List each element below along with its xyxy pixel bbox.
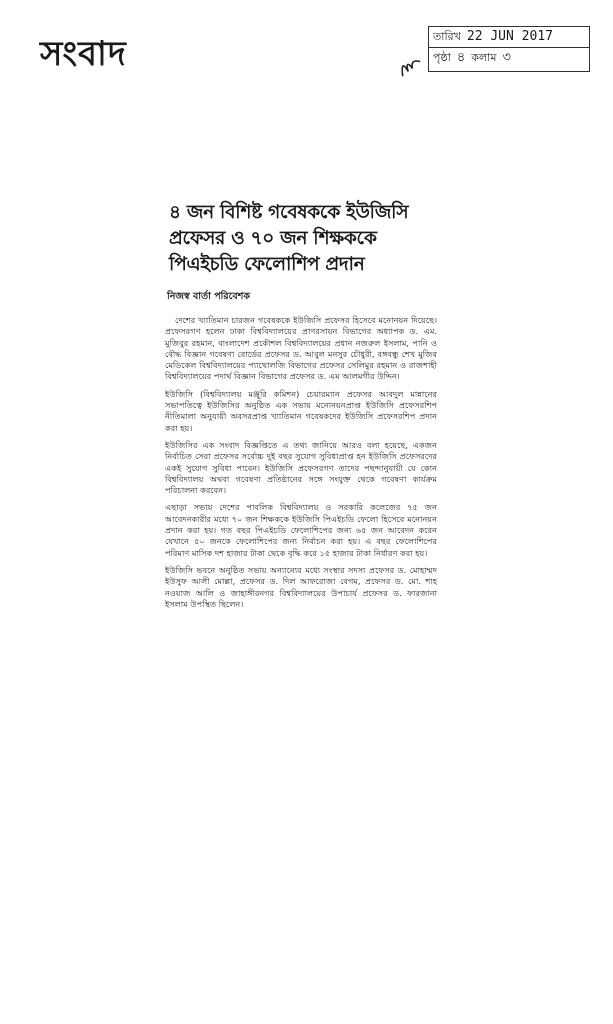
headline-line: পিএইচডি ফেলোশিপ প্রদান (169, 254, 365, 275)
newspaper-masthead: সংবাদ (40, 34, 127, 74)
clipping-stamp (428, 26, 590, 72)
stamp-column-value: ৩ (502, 50, 511, 65)
handwritten-initials (394, 52, 428, 85)
article-paragraph: এছাড়া সভায় দেশের পাবলিক বিশ্ববিদ্যালয় ও সরকারি কলেজের ৭৫ জন আবেদনকারীর মধ্যে ৭০ জন শিক্ষককে ইউজিসি পিএইচডি ফেলো হিসেবে মনোনয়ন প্রদান করা হয়। গত বছর পিএইচডি ফেলোশিপের জন্য ৬৫ জন আবেদন করেন যেখানে ৫০ জনকে ফেলোশিপের জন্য নির্বাচন করা হয়। এ বছর ফেলোশিপের পরিমাণ মাসিক দশ হাজার টাকা থেকে বৃদ্ধি করে ১৫ হাজার টাকা নির্ধারণ করা হয়। (165, 502, 437, 558)
stamp-page-value: ৪ (456, 50, 466, 65)
news-clipping (165, 192, 437, 677)
article-paragraph: ইউজিসি (বিশ্ববিদ্যালয় মঞ্জুরি কমিশন) চেয়ারম্যান প্রফেসর আবদুল মান্নানের সভাপতিত্বে ইউজিসির অনুষ্ঠিত এক সভায় মনোনয়নপ্রাপ্ত ইউজিসি প্রফেসরশিপ নীতিমালা অনুযায়ী অবসরপ্রাপ্ত খ্যাতিমান গবেষকদের ইউজিসি প্রফেসরশিপ প্রদান করা হয়। (165, 388, 437, 433)
article-body (165, 315, 437, 610)
stamp-date-value: 22 JUN 2017 (466, 29, 553, 44)
stamp-column-label: কলাম (471, 51, 497, 64)
stamp-page-label: পৃষ্ঠা (433, 51, 451, 64)
article-paragraph: দেশের খ্যাতিমান চারজন গবেষককে ইউজিসি প্রফেসর হিসেবে মনোনয়ন দিয়েছে। প্রফেসরগণ হলেন ঢাকা বিশ্ববিদ্যালয়ের প্রাণরসায়ন বিভাগের অধ্যাপক ড. এম. মুজিবুর রহমান, বাংলাদেশ প্রকৌশল বিশ্ববিদ্যালয়ের প্রধান নজরুল ইসলাম, পানি ও বৌদ্ধ বিজ্ঞান গবেষণা বোর্ডের প্রফেসর ড. আবুল মনসুর চৌধুরী, বঙ্গবন্ধু শেখ মুজিব মেডিকেল বিশ্ববিদ্যালয়ের প্যাথোলজি বিভাগের প্রফেসর সেলিমুর রহমান ও রাজশাহী বিশ্ববিদ্যালয়ের পদার্থ বিজ্ঞান বিভাগের প্রফেসর ড. এম আলমগীর উদ্দিন। (165, 315, 437, 382)
stamp-date-row (429, 27, 589, 47)
headline-line: প্রফেসর ও ৭০ জন শিক্ষককে (169, 228, 377, 249)
article-paragraph: ইউজিসির এক সংবাদ বিজ্ঞপ্তিতে এ তথ্য জানিয়ে আরও বলা হয়েছে, একজন নির্বাচিত সেরা প্রফেসর সর্বোচ্চ দুই বছর সুযোগ সুবিধাপ্রাপ্ত হন ইউজিসি প্রফেসরদের একই সুযোগ সুবিধা পাবেন। ইউজিসি প্রফেসরগণ তাদের পছন্দানুযায়ী যে কোন বিশ্ববিদ্যালয় অথবা গবেষণা প্রতিষ্ঠানের সঙ্গে সংযুক্ত থেকে গবেষণা কার্যক্রম পরিচালনা করবেন। (165, 439, 437, 496)
stamp-date-label: তারিখ (433, 30, 461, 43)
article-byline: নিজস্ব বার্তা পরিবেশক (167, 291, 250, 302)
article-headline (169, 200, 437, 278)
headline-line: ৪ জন বিশিষ্ট গবেষককে ইউজিসি (169, 202, 409, 223)
article-paragraph: ইউজিসি ভবনে অনুষ্ঠিত সভায় অন্যান্যের মধ্যে সংস্থার সদস্য প্রফেসর ড. মোহাম্মদ ইউসুফ আলী মোল্লা, প্রফেসর ড. দিল আফরোজা বেগম, প্রফেসর ড. মো. শাহ নওয়াজ আলি ও জাহাঙ্গীরনগর বিশ্ববিদ্যালয়ের উপাচার্য প্রফেসর ড. ফারজানা ইসলাম উপস্থিত ছিলেন। (165, 564, 437, 609)
stamp-page-row (429, 47, 589, 68)
